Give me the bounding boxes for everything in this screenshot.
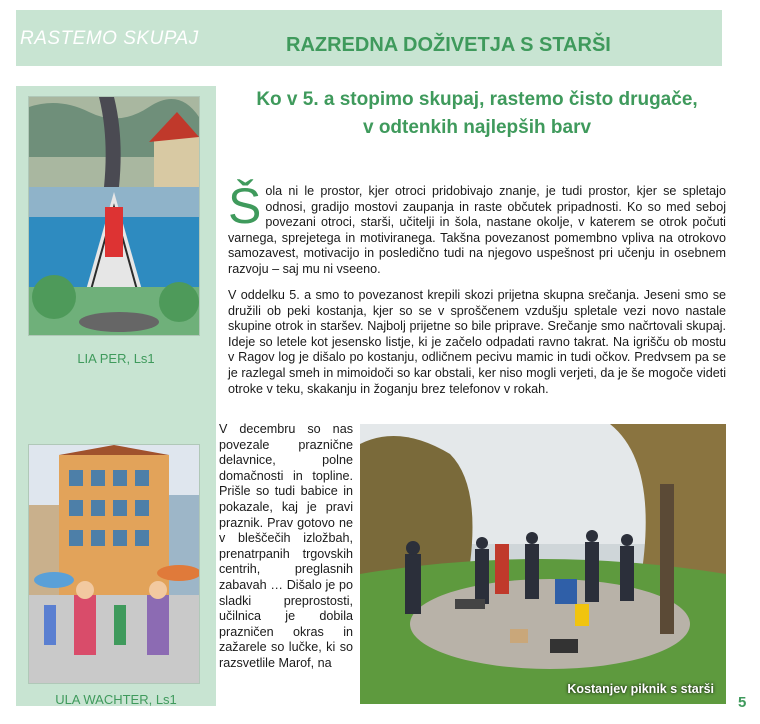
dropcap-letter: Š <box>228 178 262 234</box>
article-title <box>228 86 726 142</box>
sidebar-panel <box>16 86 216 706</box>
paragraph-3: V decembru so nas povezale praznične delavnice, polne domačnosti in topline. Prišle so tudi babice in pokazale, kaj je pravi praznik. Prav gotovo ne v bleščečih izložbah, prenatrpanih trgovskih centrih, preglasnih zabavah … Dišalo je po sladki preprostosti, učilnica je dobila prazničen okras in zažarele so lučke, ki so razsvetlile Marof, na <box>219 422 353 670</box>
header-band <box>16 10 722 66</box>
drawing-bridge <box>28 96 200 336</box>
article-title-line-2: v odtenkih najlepših barv <box>362 117 592 138</box>
drawing-street <box>28 444 200 684</box>
paragraph-1-text: ola ni le prostor, kjer otroci pridobivajo znanje, je tudi prostor, kjer se spletajo odnosi, gradijo mostovi zaupanja in raste občutek pripadnosti. Ko so med seboj povezani otroci, starši, učitelji in šola, nastane okolje, v katerem se otrok počuti varnega, sprejetega in motiviranega. Takšna povezanost pomembno vpliva na otrokovo samozavest, motivacijo in posledično tudi na njegovo uspešnost pri učenju in osebnem razvoju – saj mu ni vseeno. <box>228 184 726 276</box>
photo-caption: Kostanjev piknik s starši <box>567 682 714 696</box>
drawing-caption-2: ULA WACHTER, Ls1 <box>55 692 177 707</box>
drawing-caption-1: LIA PER, Ls1 <box>77 351 155 366</box>
paragraph-2: V oddelku 5. a smo to povezanost krepili skozi prijetna skupna srečanja. Jeseni smo se družili ob peki kostanja, kjer so se v sproščenem vzdušju spletale vezi novo nastale skupine otrok in staršev. Najbolj prijetne so bile priprave. Srečanje smo načrtovali skupaj. Ideje so letele kot jesensko listje, ki je začelo odpadati ravno takrat. Na igrišču ob mostu v Ragov log je dišalo po kostanju, odličnem pecivu mamic in tudi očkov. Predvsem pa se je razlegal smeh in mimoidoči so kar obstali, ker niso mogli verjeti, da je še mogoče videti otroke v teku, skakanju in žoganju brez telefonov v rokah. <box>228 288 726 396</box>
page-number: 5 <box>738 694 747 711</box>
section-tag: RASTEMO SKUPAJ <box>20 28 199 49</box>
page-heading: RAZREDNA DOŽIVETJA S STARŠI <box>286 34 611 56</box>
event-photo <box>360 424 726 704</box>
article-title-line-1: Ko v 5. a stopimo skupaj, rastemo čisto drugače, <box>256 89 698 110</box>
paragraph-1 <box>228 178 726 278</box>
